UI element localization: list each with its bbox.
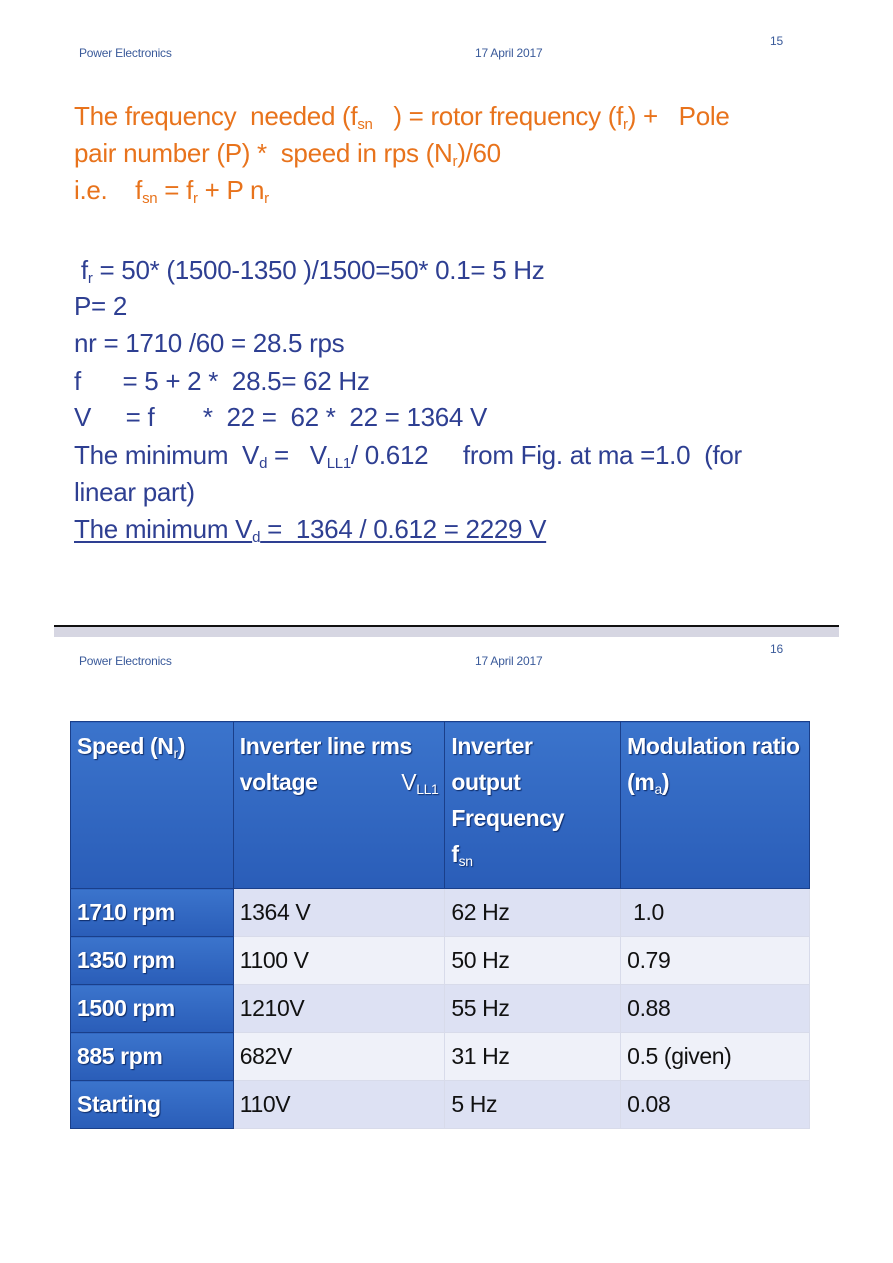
speed-cell: 1500 rpm (71, 985, 234, 1033)
modulation-cell: 0.88 (621, 985, 810, 1033)
page-divider (54, 625, 839, 637)
frequency-definition-line: The frequency needed ($f_{sn}$ ) = rotor frequency $(f_r)$ + Pole (74, 101, 730, 133)
table-header-row (71, 722, 810, 889)
minimum-vd-line: The minimum $V_d = V_{LL1}/$ 0.612 from Fig. at ma =1.0 (for (74, 440, 742, 472)
modulation-cell: 1.0 (621, 889, 810, 937)
linear-part-line: linear part) (74, 477, 195, 507)
speed-column-header: Speed $(N_r)$ (71, 722, 234, 889)
table-row (71, 937, 810, 985)
frequency-column-header: Inverter output Frequency $f_{sn}$ (445, 722, 621, 889)
header-title: Power Electronics (79, 46, 172, 60)
table-row (71, 985, 810, 1033)
frequency-cell: 5 Hz (445, 1081, 621, 1129)
header-date: 17 April 2017 (475, 654, 543, 668)
modulation-cell: 0.08 (621, 1081, 810, 1129)
table-row (71, 1081, 810, 1129)
fr-calculation-line: $f_r = 50*$ (1500-1350 )/1500=50* 0.1= 5 Hz (74, 255, 545, 287)
speed-cell: 1350 rpm (71, 937, 234, 985)
pole-pair-line: pair number (P) * speed in rps $(N_r)/60$ (74, 138, 501, 170)
minimum-vd-result-line: The minimum $V_d = 1364 / 0.612 = 2229$ V (74, 514, 547, 546)
frequency-cell: 62 Hz (445, 889, 621, 937)
fsn-calculation-line: f = 5 + 2 * 28.5= 62 Hz (74, 366, 370, 396)
speed-cell: Starting (71, 1081, 234, 1129)
voltage-cell: 682V (233, 1033, 445, 1081)
slide-15 (0, 0, 893, 625)
modulation-column-header: Modulation ratio $(m_a)$ (621, 722, 810, 889)
table-row (71, 889, 810, 937)
header-title: Power Electronics (79, 654, 172, 668)
slide-16 (0, 637, 893, 1263)
speed-cell: 885 rpm (71, 1033, 234, 1081)
table-row (71, 1033, 810, 1081)
frequency-cell: 55 Hz (445, 985, 621, 1033)
voltage-calculation-line: V = f * 22 = 62 * 22 = 1364 V (74, 402, 488, 432)
frequency-cell: 31 Hz (445, 1033, 621, 1081)
voltage-column-header: Inverter line rms voltage $V_{LL1}$ (233, 722, 445, 889)
header-date: 17 April 2017 (475, 46, 543, 60)
page-number: 16 (770, 642, 783, 656)
voltage-cell: 1364 V (233, 889, 445, 937)
modulation-cell: 0.5 (given) (621, 1033, 810, 1081)
voltage-cell: 1210V (233, 985, 445, 1033)
modulation-cell: 0.79 (621, 937, 810, 985)
page-number: 15 (770, 34, 783, 48)
frequency-cell: 50 Hz (445, 937, 621, 985)
inverter-table (70, 721, 810, 1129)
speed-cell: 1710 rpm (71, 889, 234, 937)
fsn-formula-line: i.e. $f_{sn} = f_r + P$ $n_r$ (74, 175, 269, 207)
nr-calculation-line: nr = 1710 /60 = 28.5 rps (74, 328, 345, 358)
voltage-cell: 1100 V (233, 937, 445, 985)
pole-pair-value-line: P= 2 (74, 291, 128, 321)
voltage-cell: 110V (233, 1081, 445, 1129)
